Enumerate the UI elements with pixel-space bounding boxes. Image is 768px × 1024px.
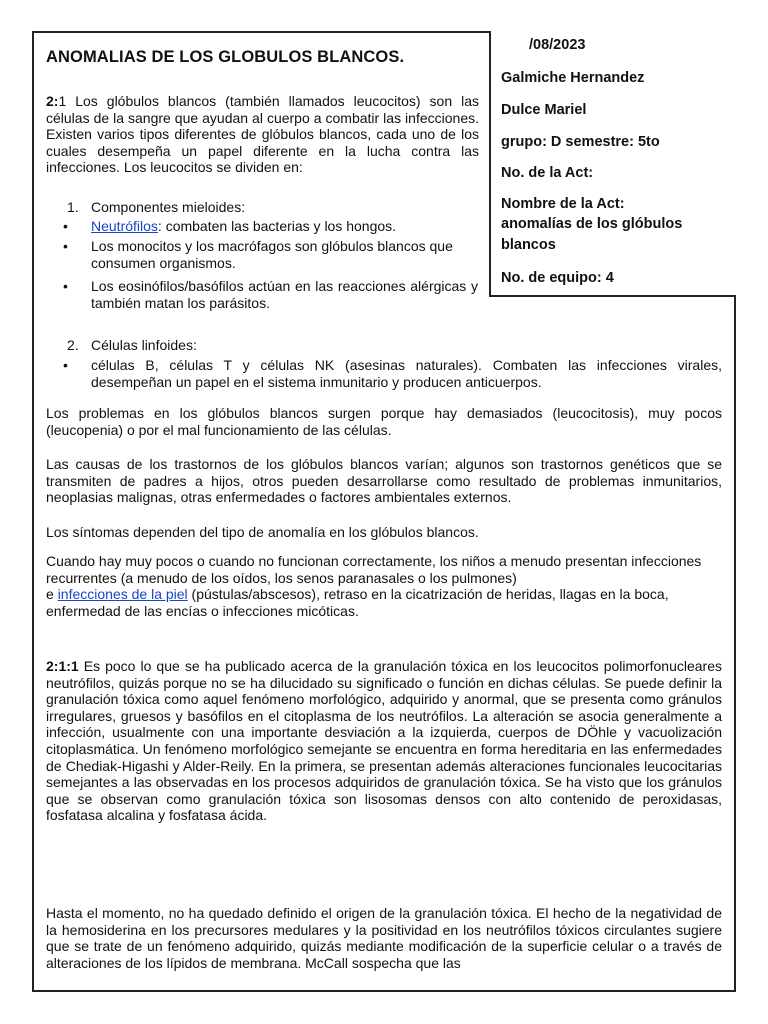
paragraph-sintomas: Los síntomas dependen del tipo de anomalía en los glóbulos blancos. [46,524,479,540]
intro-paragraph [46,93,479,176]
student-name: Dulce Mariel [501,102,587,118]
list1-number: 1. [67,199,79,215]
paragraph-granulacion [46,658,722,824]
neutrofilos-link[interactable]: Neutrófilos [91,218,158,234]
paragraph-infecciones [46,553,722,619]
intro-text: 1 Los glóbulos blancos (también llamados leucocitos) son las células de la sangre que ayudan al cuerpo a combatir las infecciones. Existen varios tipos diferentes de glóbulos blancos, cada uno de los cuales desempeña un papel diferente en la lucha contra las infecciones. Los leucocitos se dividen en: [46,93,479,176]
student-surname: Galmiche Hernandez [501,70,645,86]
paragraph-origen: Hasta el momento, no ha quedado definido el origen de la granulación tóxica. El hecho de la negatividad de la hemosiderina en los precursores medulares y la positividad en los neutrófilos tóxicos circulantes sugiere que se trate de un fenómeno adquirido, quizás mediante modificación de la superficie celular o a través de alteraciones de los lípidos de membrana. McCall sospecha que las [46,905,722,971]
list1-item-monocitos: Los monocitos y los macrófagos son glóbulos blancos que consumen organismos. [91,238,453,271]
p4-text-a: Cuando hay muy pocos o cuando no funcionan correctamente, los niños a menudo presentan infecciones recurrentes (a menudo de los oídos, los senos paranasales o los pulmones) [46,553,702,586]
student-info-box [489,31,736,297]
list2-heading: Células linfoides: [91,337,197,353]
infecciones-piel-link[interactable]: infecciones de la piel [57,586,188,603]
p4-text-c: (pústulas/abscesos), retraso en la cicatrización de heridas, llagas en la boca, enfermedad de las encías o infecciones micóticas. [46,586,669,619]
section-number: 2: [46,93,59,109]
paragraph-problemas: Los problemas en los glóbulos blancos surgen porque hay demasiados (leucocitosis), muy pocos (leucopenia) o por el mal funcionamiento de las células. [46,405,722,438]
activity-number: No. de la Act: [501,165,594,181]
list2-item-linfocitos: células B, células T y células NK (asesinas naturales). Combaten las infecciones virales, desempeñan un papel en el sistema inmunitario y producen anticuerpos. [91,357,722,390]
activity-name-label: Nombre de la Act: [501,196,625,212]
team-number: No. de equipo: 4 [501,270,614,286]
paragraph-causas: Las causas de los trastornos de los glóbulos blancos varían; algunos son trastornos genéticos que se transmiten de padres a hijos, otros pueden desarrollarse como resultado de problemas inmunitarios, neoplasias malignas, otras enfermedades o factores ambientales externos. [46,456,722,506]
list1-heading: Componentes mieloides: [91,199,246,215]
list2-number: 2. [67,337,79,353]
bullet-icon: • [63,357,68,373]
p5-text: Es poco lo que se ha publicado acerca de la granulación tóxica en los leucocitos polimorfonucleares neutrófilos, quizás porque no se ha dilucidado su significado o función en dichas células. Se puede definir la granulación tóxica como aquel fenómeno morfológico, adquirido y anormal, que se presenta como gránulos irregulares, gruesos y basófilos en el citoplasma de los neutrófilos. La alteración se asocia generalmente a infección, usualmente con una importante desviación a la izquierda, cuerpos de DÖhle y vacuolización citoplasmática. Un fenómeno morfológico semejante se encuentra en forma hereditaria en las enfermedades de Chediak-Higashi y Alder-Reily. En la primera, se presentan además alteraciones funcionales leucocitarias semejantes a las observadas en los procesos adquiridos de granulación tóxica. Se ha visto que los gránulos que se observan como granulación tóxica son lisosomas densos con alto contenido de peroxidasas, fosfatasa alcalina y fosfatasa ácida. [46,658,722,824]
bullet-icon: • [63,218,68,234]
bullet-icon: • [63,278,68,294]
p4-text-b: e [46,586,58,603]
bullet-icon: • [63,238,68,254]
list1-item1-text: : combaten las bacterias y los hongos. [157,218,397,234]
list1-item-neutrofilos [91,218,483,235]
date-text: /08/2023 [529,37,586,53]
activity-name-line2: blancos [501,237,556,253]
activity-name-line1: anomalías de los glóbulos [501,216,683,232]
group-semester: grupo: D semestre: 5to [501,134,660,150]
document-title: ANOMALIAS DE LOS GLOBULOS BLANCOS. [46,48,405,66]
list1-item-eosinofilos: Los eosinófilos/basófilos actúan en las reacciones alérgicas y también matan los parásitos. [91,278,478,311]
subsection-number: 2:1:1 [46,658,79,674]
